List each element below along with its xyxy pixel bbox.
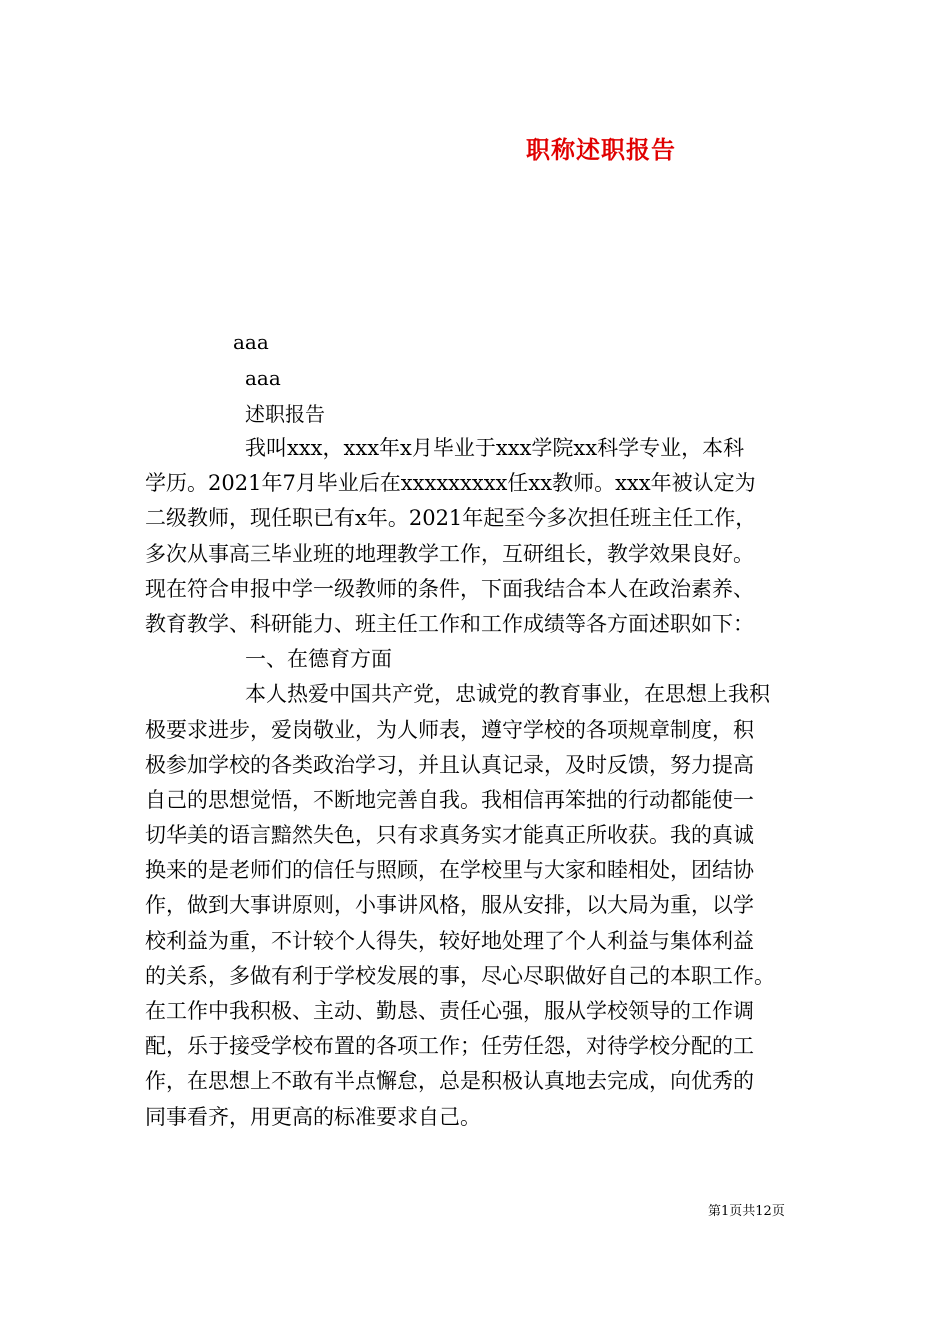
body-line: 二级教师，现任职已有x年。2021年起至今多次担任班主任工作， (145, 506, 757, 531)
section-heading-moral: 一、在德育方面 (245, 647, 392, 672)
body-line: 切华美的语言黯然失色，只有求真务实才能真正所收获。我的真诚 (145, 823, 754, 848)
document-title: 职称述职报告 (526, 135, 676, 164)
report-body (145, 431, 815, 1135)
body-line: 作，做到大事讲原则，小事讲风格，服从安排，以大局为重，以学 (145, 893, 754, 918)
body-line: 多次从事高三毕业班的地理教学工作，互研组长，教学效果良好。 (145, 541, 754, 566)
body-line: 自己的思想觉悟，不断地完善自我。我相信再笨拙的行动都能使一 (145, 787, 754, 812)
body-line: 换来的是老师们的信任与照顾，在学校里与大家和睦相处，团结协 (145, 858, 754, 883)
body-line: 现在符合申报中学一级教师的条件，下面我结合本人在政治素养、 (145, 576, 754, 601)
body-line: 极要求进步，爱岗敬业，为人师表，遵守学校的各项规章制度，积 (145, 717, 754, 742)
page-indicator: 第1页共12页 (708, 1204, 785, 1219)
placeholder-text-2: aaa (245, 366, 281, 390)
body-line: 作，在思想上不敢有半点懈怠，总是积极认真地去完成，向优秀的 (145, 1069, 754, 1094)
body-line: 的关系，多做有利于学校发展的事，尽心尽职做好自己的本职工作。 (145, 963, 775, 988)
body-line: 极参加学校的各类政治学习，并且认真记录，及时反馈，努力提高 (145, 752, 754, 777)
body-line: 本人热爱中国共产党，忠诚党的教育事业，在思想上我积 (245, 682, 770, 707)
body-line: 配，乐于接受学校布置的各项工作；任劳任怨，对待学校分配的工 (145, 1034, 754, 1059)
body-line: 我叫xxx，xxx年x月毕业于xxx学院xx科学专业，本科 (245, 436, 745, 460)
body-line: 同事看齐，用更高的标准要求自己。 (145, 1104, 481, 1129)
body-line: 在工作中我积极、主动、勤恳、责任心强，服从学校领导的工作调 (145, 999, 754, 1023)
report-subheading: 述职报告 (245, 402, 325, 426)
body-line: 学历。2021年7月毕业后在xxxxxxxxx任xx教师。xxx年被认定为 (145, 471, 756, 496)
placeholder-text-1: aaa (233, 330, 269, 354)
body-line: 教育教学、科研能力、班主任工作和工作成绩等各方面述职如下： (145, 611, 754, 636)
body-line: 校利益为重，不计较个人得失，较好地处理了个人利益与集体利益 (145, 928, 754, 953)
